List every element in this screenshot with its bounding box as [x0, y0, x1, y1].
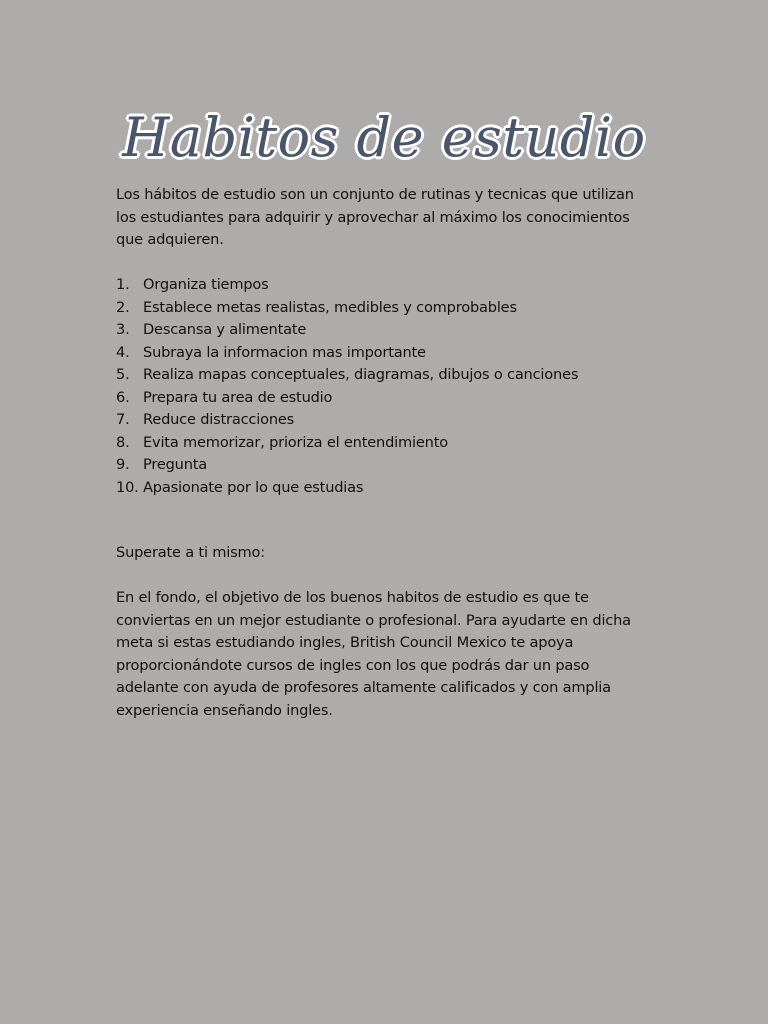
list-item [116, 387, 656, 410]
list-item-text: Subraya la informacion mas importante [143, 343, 426, 361]
list-item [116, 409, 656, 432]
list-item-text: Prepara tu area de estudio [143, 388, 333, 406]
list-item-number: 1. [116, 276, 130, 293]
list-item-number: 4. [116, 343, 130, 361]
list-item [116, 274, 656, 297]
list-item-number: 7. [116, 411, 130, 428]
closing-paragraph: En el fondo, el objetivo de los buenos habitos de estudio es que te conviertas en un mejor estudiante o profesional. Para ayudarte en dicha meta si estas estudiando ingles, British Council Mexico te apoya proporcionándote cursos de ingles con los que podrás dar un paso adelante con ayuda de profesores altamente calificados y con amplia experiencia enseñando ingles. [116, 589, 631, 719]
list-item-text: Realiza mapas conceptuales, diagramas, dibujos o canciones [143, 366, 579, 383]
intro-paragraph: Los hábitos de estudio son un conjunto de rutinas y tecnicas que utilizan los estudiantes para adquirir y aprovechar al máximo los conocimientos que adquieren. [116, 186, 634, 248]
list-item-number: 3. [116, 321, 130, 338]
list-item-number: 8. [116, 433, 130, 451]
page-title: Habitos de estudio [122, 106, 646, 169]
list-item [116, 432, 656, 455]
list-item-number: 6. [116, 388, 130, 406]
list-item-text: Apasionate por lo que estudias [143, 478, 364, 496]
list-item-text: Pregunta [143, 456, 208, 473]
habits-list [116, 274, 656, 499]
list-item [116, 454, 656, 477]
list-item-text: Organiza tiempos [143, 276, 269, 293]
list-item-text: Evita memorizar, prioriza el entendimiento [143, 433, 448, 451]
list-item-number: 9. [116, 456, 130, 473]
list-item-number: 5. [116, 366, 130, 383]
list-item [116, 364, 656, 387]
list-item-number: 2. [116, 298, 130, 316]
list-item [116, 342, 656, 365]
section-subtitle: Superate a ti mismo: [116, 544, 265, 561]
list-item [116, 319, 656, 342]
list-item-text: Establece metas realistas, medibles y comprobables [143, 298, 517, 316]
list-item [116, 297, 656, 320]
list-item [116, 477, 656, 500]
list-item-text: Reduce distracciones [143, 411, 295, 428]
list-item-number: 10. [116, 478, 139, 496]
list-item-text: Descansa y alimentate [143, 321, 307, 338]
